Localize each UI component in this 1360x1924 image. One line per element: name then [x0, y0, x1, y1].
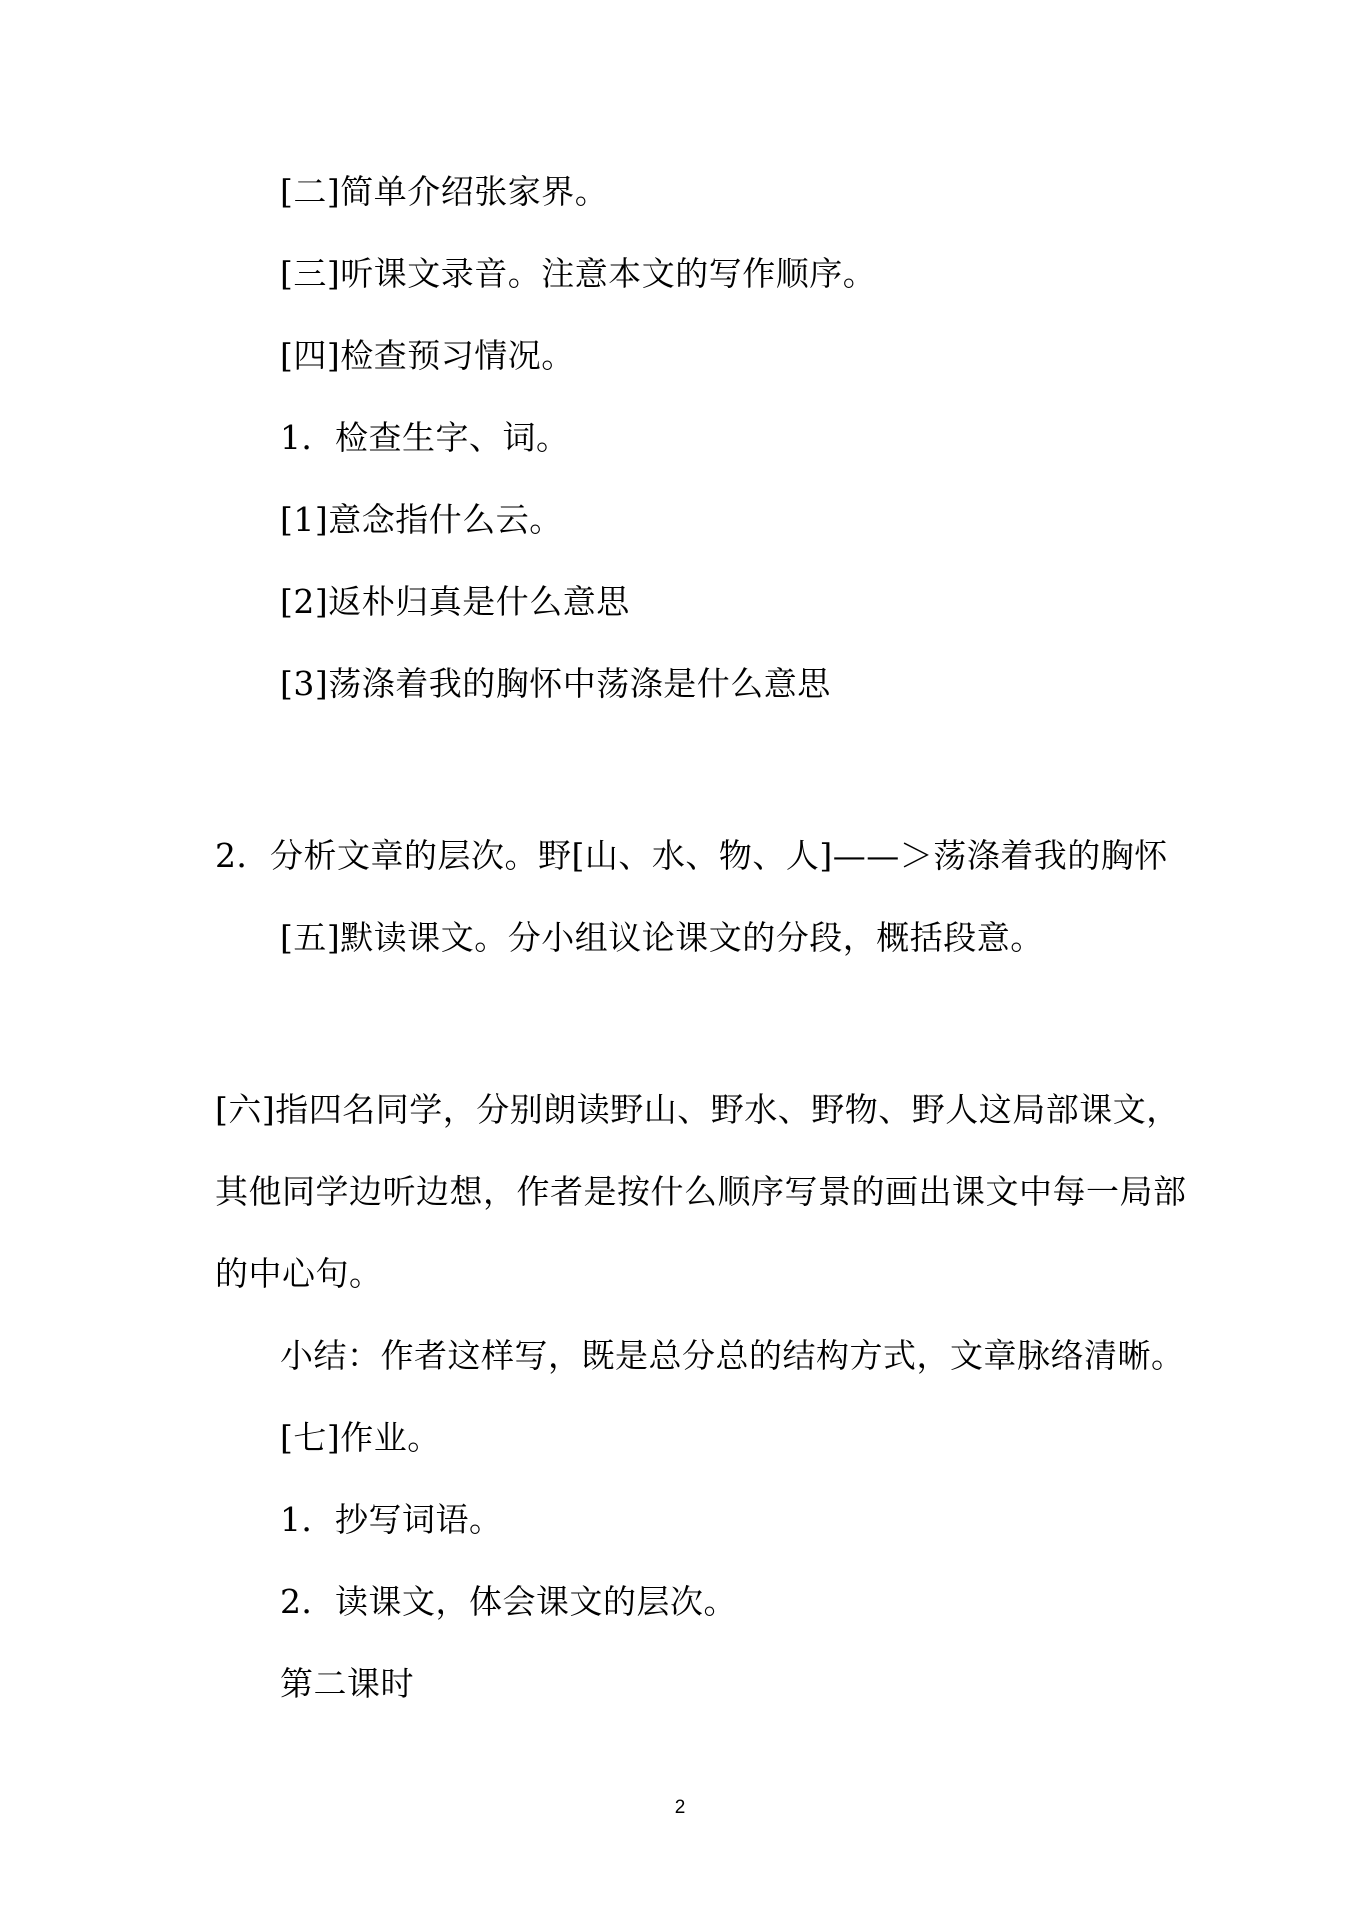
section-heading-homework: [七]作业。 [280, 1418, 441, 1457]
homework-item-2: 2．读课文，体会课文的层次。 [280, 1582, 737, 1621]
question-item-2: [2]返朴归真是什么意思 [280, 582, 630, 621]
section-heading-listen: [三]听课文录音。注意本文的写作顺序。 [280, 254, 877, 293]
homework-item-1: 1．抄写词语。 [280, 1500, 503, 1539]
paragraph-line-2: 其他同学边听边想，作者是按什么顺序写景的画出课文中每一局部 [215, 1172, 1187, 1211]
list-item-check-words: 1．检查生字、词。 [280, 418, 570, 457]
section-heading-silent-reading: [五]默读课文。分小组议论课文的分段，概括段意。 [280, 918, 1044, 957]
paragraph-line-1: [六]指四名同学，分别朗读野山、野水、野物、野人这局部课文， [215, 1090, 1180, 1129]
list-item-analyze-structure: 2．分析文章的层次。野[山、水、物、人]——＞荡涤着我的胸怀 [215, 836, 1168, 875]
summary-line: 小结：作者这样写，既是总分总的结构方式，文章脉络清晰。 [280, 1336, 1185, 1375]
lesson-heading-second: 第二课时 [280, 1664, 414, 1703]
question-item-1: [1]意念指什么云。 [280, 500, 563, 539]
section-heading-check-preview: [四]检查预习情况。 [280, 336, 575, 375]
section-heading-intro: [二]简单介绍张家界。 [280, 172, 609, 211]
paragraph-line-3: 的中心句。 [215, 1254, 383, 1293]
page-number: 2 [674, 1797, 686, 1818]
question-item-3: [3]荡涤着我的胸怀中荡涤是什么意思 [280, 664, 831, 703]
